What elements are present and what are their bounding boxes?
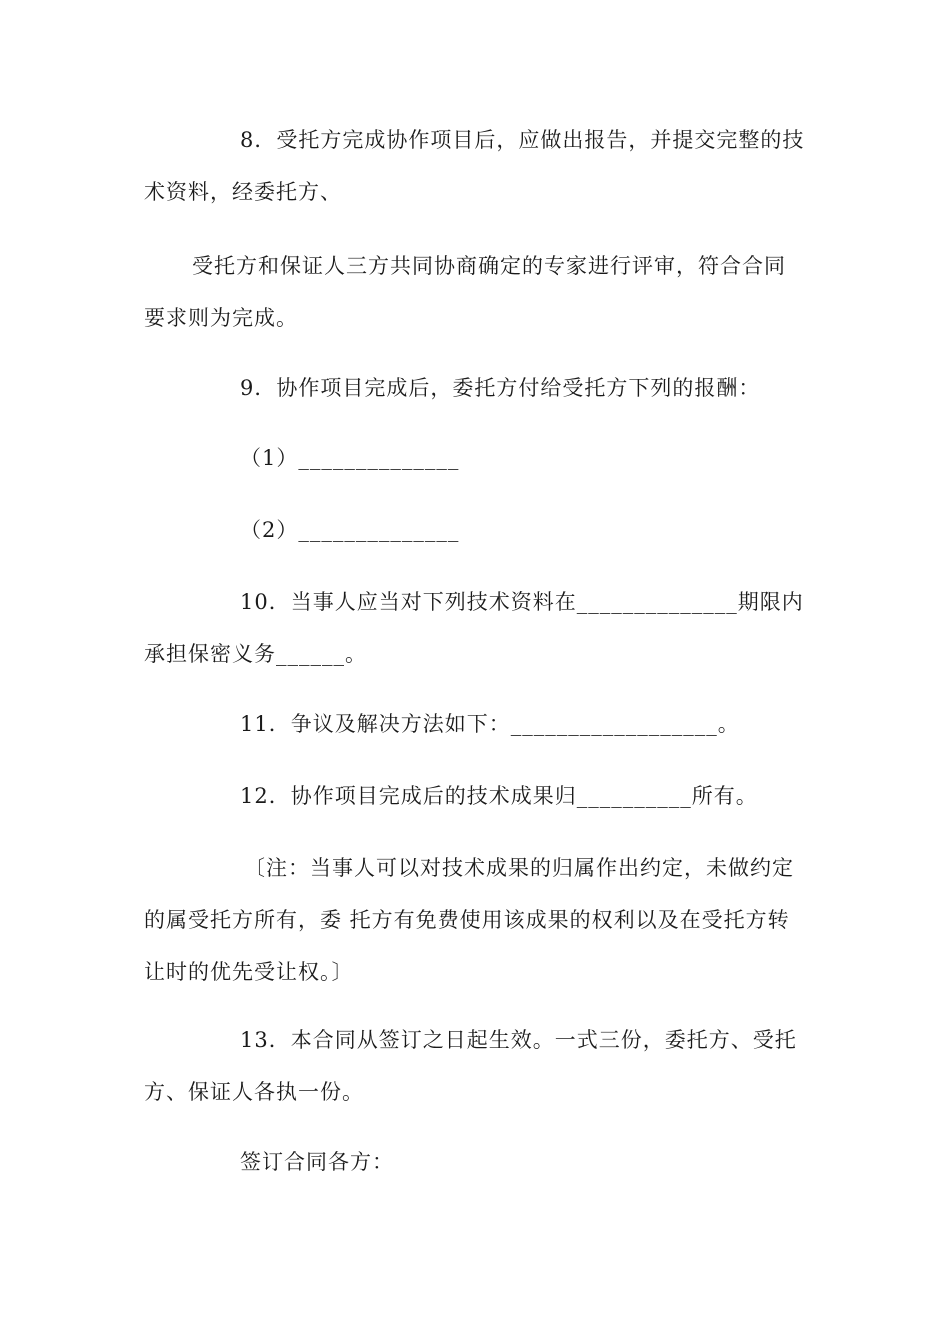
clause-13 [144, 1014, 812, 1118]
clause-8-line-2: 术资料，经委托方、 [144, 180, 342, 204]
signing-parties [144, 1136, 812, 1188]
clause-8 [144, 114, 812, 218]
clause-12 [144, 770, 812, 822]
reward-item-1-text: （1）______________ [240, 446, 460, 470]
note [144, 842, 812, 998]
reward-item-1 [144, 432, 812, 484]
reward-item-2 [144, 504, 812, 556]
clause-9 [144, 362, 812, 414]
clause-11 [144, 698, 812, 750]
note-line-2: 的属受托方所有，委 托方有免费使用该成果的权利以及在受托方转 [144, 908, 790, 932]
clause-10-line-1: 10．当事人应当对下列技术资料在______________期限内 [240, 590, 804, 614]
clause-13-line-2: 方、保证人各执一份。 [144, 1080, 364, 1104]
note-line-3: 让时的优先受让权。〕 [144, 960, 354, 984]
clause-10 [144, 576, 812, 680]
clause-13-line-1: 13．本合同从签订之日起生效。一式三份，委托方、受托 [240, 1028, 797, 1052]
clause-9-line-1: 9．协作项目完成后，委托方付给受托方下列的报酬： [240, 376, 761, 400]
clause-8-continuation-line-1: 受托方和保证人三方共同协商确定的专家进行评审，符合合同 [192, 254, 786, 278]
clause-8-continuation [144, 240, 812, 344]
clause-8-line-1: 8．受托方完成协作项目后，应做出报告，并提交完整的技 [240, 128, 805, 152]
clause-12-line-1: 12．协作项目完成后的技术成果归__________所有。 [240, 784, 758, 808]
signing-parties-label: 签订合同各方： [240, 1150, 394, 1174]
reward-item-2-text: （2）______________ [240, 518, 460, 542]
clause-8-continuation-line-2: 要求则为完成。 [144, 306, 298, 330]
note-line-1: 〔注：当事人可以对技术成果的归属作出约定，未做约定 [244, 856, 794, 880]
clause-11-line-1: 11．争议及解决方法如下：__________________。 [240, 712, 740, 736]
clause-10-line-2: 承担保密义务______。 [144, 642, 367, 666]
